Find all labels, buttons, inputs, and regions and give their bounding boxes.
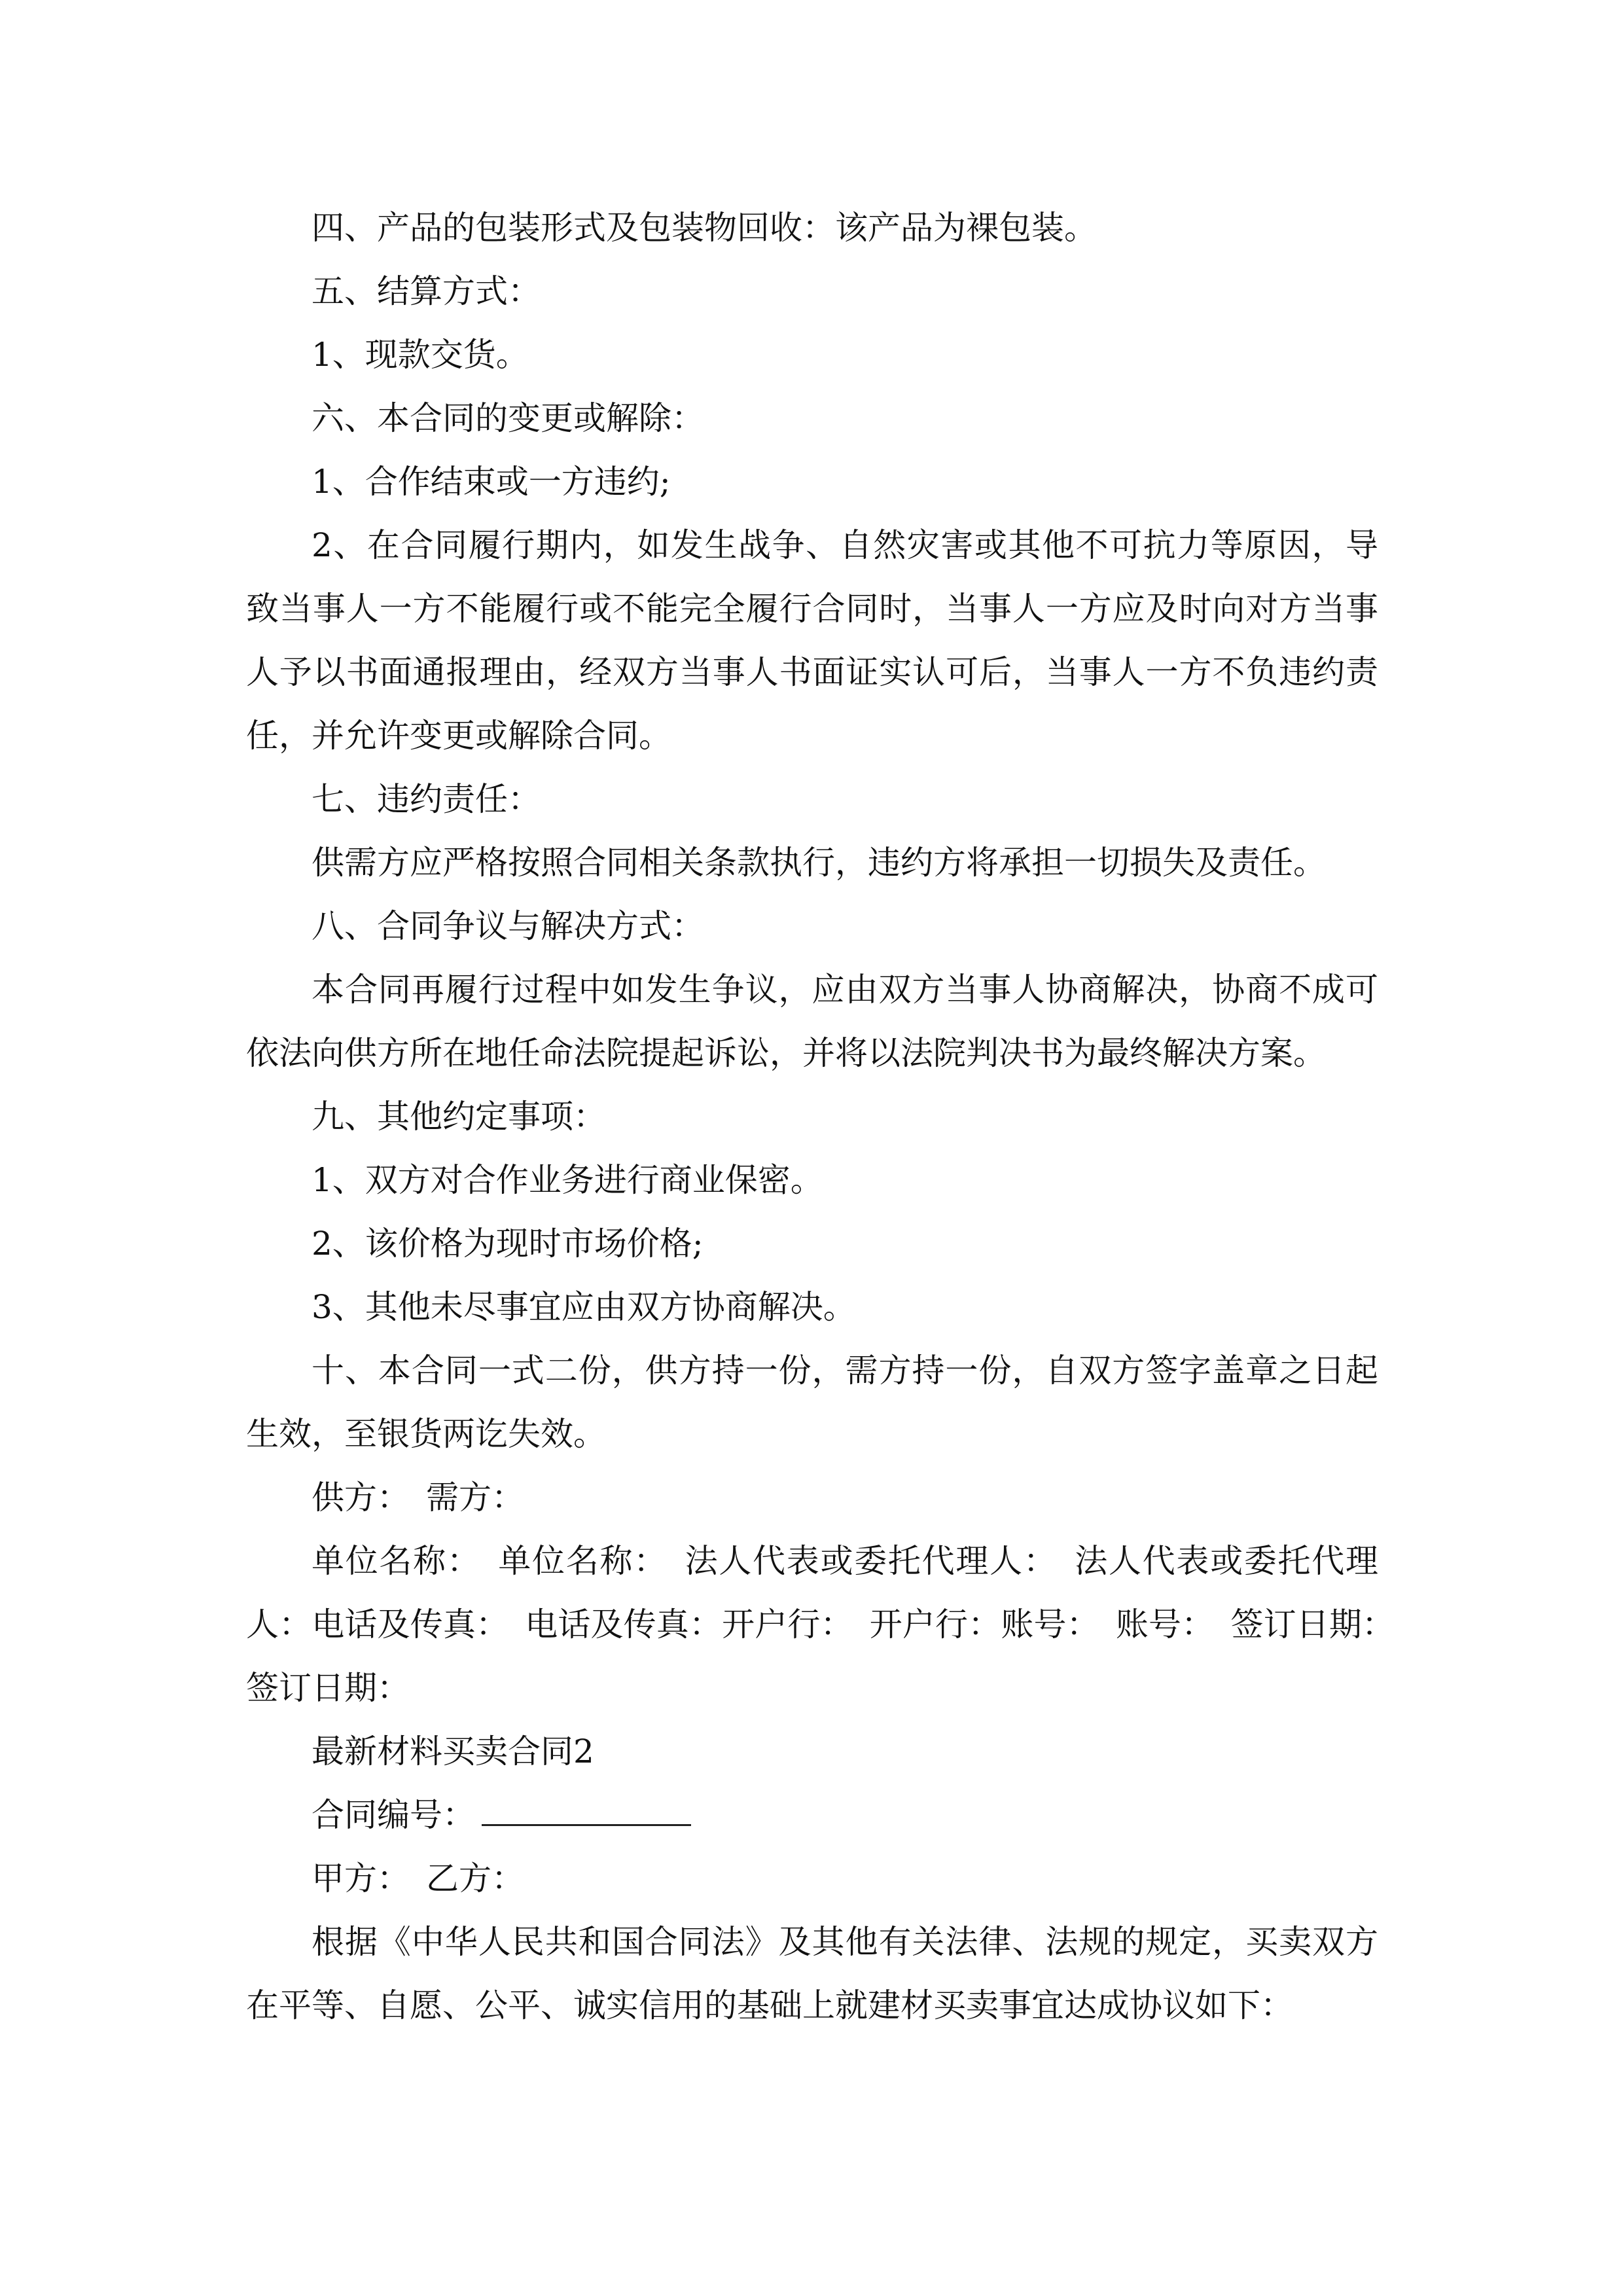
clause-copies: 十、本合同一式二份，供方持一份，需方持一份，自双方签字盖章之日起生效，至银货两讫失效。	[246, 1352, 1378, 1453]
clause-liability-heading: 七、违约责任：	[312, 780, 541, 818]
clause-change-heading: 六、本合同的变更或解除：	[312, 399, 704, 437]
clause-packaging: 四、产品的包装形式及包装物回收：该产品为裸包装。	[312, 209, 1097, 247]
contract-number-blank	[482, 1791, 691, 1826]
clause-other-item-3: 3、其他未尽事宜应由双方协商解决。	[312, 1288, 856, 1326]
document-body	[246, 196, 1411, 2037]
clause-change-item-2: 2、在合同履行期内，如发生战争、自然灾害或其他不可抗力等原因，导致当事人一方不能履行或不能完全履行合同时，当事人一方应及时向对方当事人予以书面通报理由，经双方当事人书面证实认可后，当事人一方不负违约责任，并允许变更或解除合同。	[246, 526, 1378, 755]
parties-line: 甲方： 乙方：	[312, 1859, 524, 1897]
clause-dispute-heading: 八、合同争议与解决方式：	[312, 907, 704, 945]
clause-change-item-1: 1、合作结束或一方违约;	[312, 463, 671, 501]
clause-dispute-text: 本合同再履行过程中如发生争议，应由双方当事人协商解决，协商不成可依法向供方所在地任命法院提起诉讼，并将以法院判决书为最终解决方案。	[246, 971, 1378, 1072]
clause-settlement-heading: 五、结算方式：	[312, 272, 541, 310]
contract-number-line	[246, 1784, 1378, 1847]
clause-other-heading: 九、其他约定事项：	[312, 1098, 606, 1136]
clause-settlement-item-1: 1、现款交货。	[312, 336, 529, 374]
contract-intro: 根据《中华人民共和国合同法》及其他有关法律、法规的规定，买卖双方在平等、自愿、公平、诚实信用的基础上就建材买卖事宜达成协议如下：	[246, 1923, 1378, 2024]
contract-number-label: 合同编号：	[312, 1796, 475, 1834]
clause-other-item-2: 2、该价格为现时市场价格;	[312, 1225, 704, 1263]
clause-liability-text: 供需方应严格按照合同相关条款执行，违约方将承担一切损失及责任。	[312, 844, 1326, 882]
second-contract-title: 最新材料买卖合同2	[312, 1732, 594, 1770]
clause-other-item-1: 1、双方对合作业务进行商业保密。	[312, 1161, 823, 1199]
signature-parties: 供方： 需方：	[312, 1479, 524, 1516]
signature-fields: 单位名称： 单位名称： 法人代表或委托代理人： 法人代表或委托代理人：电话及传真： 电话及传真：开户行： 开户行：账号： 账号： 签订日期： 签订日期：	[246, 1542, 1411, 1707]
